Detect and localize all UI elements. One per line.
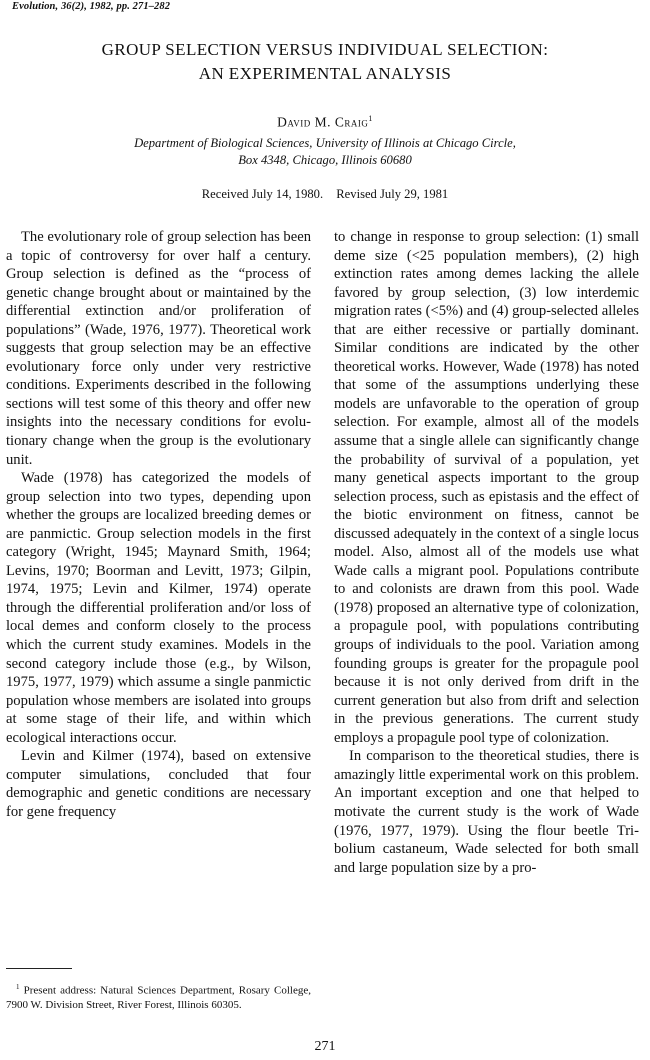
author-line [0, 114, 650, 131]
footnote-mark: 1 [16, 983, 20, 991]
author-name: David M. Craig [277, 114, 369, 130]
paragraph: to change in response to group selection: (1) small deme size (<25 population members), (2) high extinction rates among demes lacking the allele favored by group selection, (3) low interdemic migration rates (<5%) and (4) group-selected alleles that are either recessive or partially dominant. Similar conditions are indicated by the other theoretical works. However, Wade (1978) has noted that some of the assumptions underlying these models are unfavorable to the operation of group selection. For example, almost all of the models assume that a single allele can significantly change the probability of survival of a population, yet many genetical aspects important to the group selection process, such as epistasis and the effect of the biotic environment on fitness, cannot be discussed adequately in the context of a single locus model. Also, almost all of the models use what Wade calls a migrant pool. Populations contribute to and colonists are drawn from this pool. Wade (1978) proposed an alternative type of colonization, a propagule pool, with populations contributing groups of individuals to the pool. Variation among founding groups is greater for the propagule pool because it is not only derived from drift in the current generation but also from drift and selection in the previous generations. The current study employs a propagule pool type of colonization. [334, 229, 639, 746]
paragraph: Wade (1978) has categorized the models of group selection into two types, depending upon whether the groups are localized breeding demes or are panmictic. Group selection models in the first category (Wright, 1945; Maynard Smith, 1964; Levins, 1970; Boorman and Levitt, 1973; Gilpin, 1974, 1975; Levin and Kilmer, 1974) operate through the differential proliferation and/or loss of local demes and conform closely to the process which the current study examines. Models in the second category include those (e.g., by Wilson, 1975, 1977, 1979) which assume a single panmictic population whose members are isolated into groups at some stage of their life, and within which ecological interactions occur. [6, 470, 311, 746]
paragraph: Levin and Kilmer (1974), based on extensive computer simulations, concluded that four demographic and genetic conditions are necessary for gene frequency [6, 748, 311, 820]
page-number: 271 [314, 1039, 336, 1054]
article-title-line-1: GROUP SELECTION VERSUS INDIVIDUAL SELECTION: [101, 40, 549, 59]
paragraph: The evolutionary role of group selection has been a topic of controversy for over half a century. Group selection is defined as the “process of genetic change brought about or maintained by the differential extinction and/or proliferation of populations” (Wade, 1976, 1977). Theoretical work suggests that group selection may be an effective evolutionary force only under very restrictive conditions. Experiments described in the following sections will test some of this theory and offer new insights into the necessary conditions for evolutionary change when the group is the evolutionary unit. [6, 229, 311, 468]
received-date: Received July 14, 1980. [201, 187, 324, 201]
footnote-rule [6, 968, 72, 969]
footnote-text: Present address: Natural Sciences Department, Rosary College, 7900 W. Division Street, River Forest, Illinois 60305. [6, 984, 312, 1011]
footnote [6, 980, 311, 1012]
paragraph: In comparison to the theoretical studies, there is amazingly little experimental work on this problem. An important exception and one that helped to motivate the current study is the work of Wade (1976, 1977, 1979). Using the flour beetle Tribolium castaneum, Wade selected for both small and large population size by a pro- [334, 748, 639, 876]
revised-date: Revised July 29, 1981 [336, 187, 449, 201]
affiliation-line-2: Box 4348, Chicago, Illinois 60680 [238, 153, 412, 167]
left-column [6, 228, 311, 822]
running-head: Evolution, 36(2), 1982, pp. 271–282 [12, 1, 171, 12]
right-column [334, 228, 639, 877]
article-title-line-2: AN EXPERIMENTAL ANALYSIS [198, 64, 452, 83]
received-revised-dates [0, 187, 650, 202]
author-footnote-mark: 1 [368, 114, 373, 123]
affiliation-line-1: Department of Biological Sciences, University of Illinois at Chicago Circle, [134, 136, 516, 150]
